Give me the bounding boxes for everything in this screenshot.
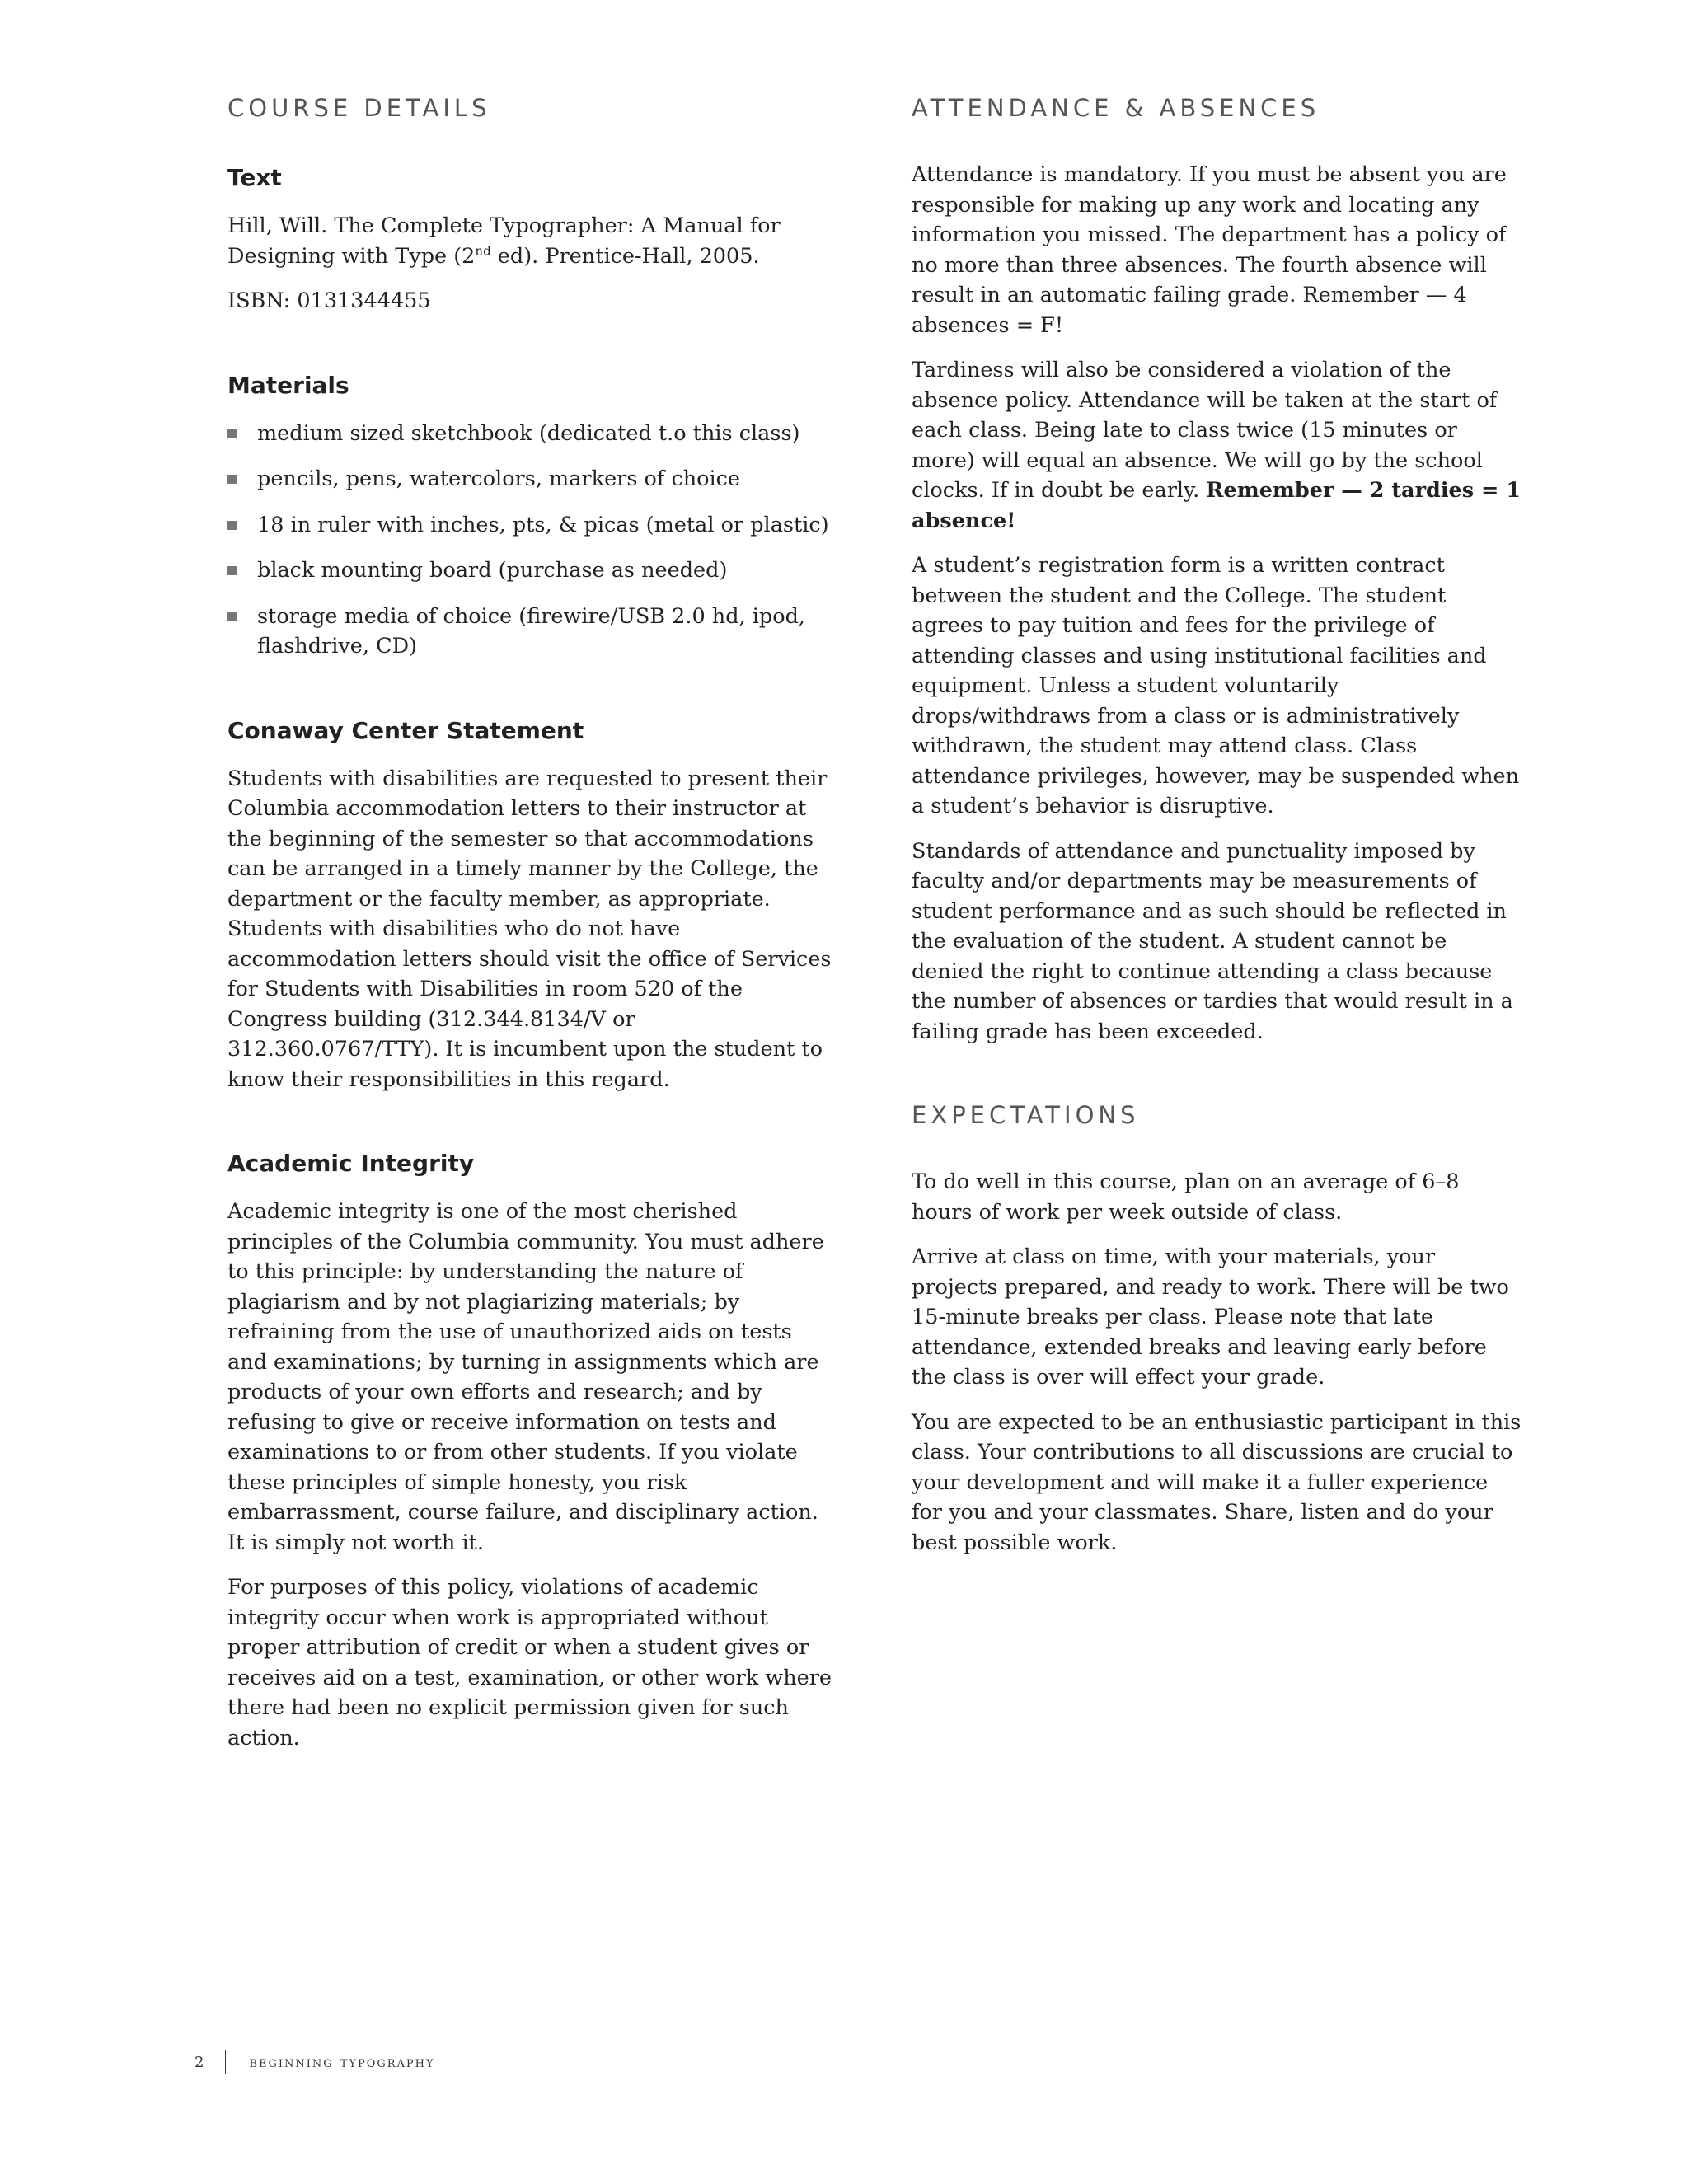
conaway-body: Students with disabilities are requested to present their Columbia accommodation letters to their instructor at the beginning of the semester so that accommodations can be arranged in a timely manner by the College, the department or the faculty member, as appropriate. Students with disabilities who do not have accommodation letters should visit the office of Services for Students with Disabilities in room 520 of the Congress building (312.344.8134/V or 312.360.0767/TTY). It is incumbent upon the student to know their responsibilities in this regard. <box>227 766 832 1092</box>
left-column <box>227 89 837 1804</box>
list-item <box>227 510 837 541</box>
list-item-text: storage media of choice (firewire/USB 2.0 hd, ipod, flashdrive, CD) <box>257 603 806 658</box>
conaway-section <box>227 713 837 1095</box>
square-bullet-icon <box>227 475 237 484</box>
square-bullet-icon <box>227 429 237 438</box>
expectations-section <box>912 1096 1522 1558</box>
book-citation-part2: ed). Prentice-Hall, 2005. <box>490 243 760 269</box>
running-title: beginning typography <box>249 2053 435 2071</box>
isbn: ISBN: 0131344455 <box>227 288 431 313</box>
book-citation <box>227 211 837 271</box>
expectations-para-3: You are expected to be an enthusiastic participant in this class. Your contributions to all discussions are crucial to your development and will make it a fuller experience for you and your classmates. Share, listen and do your best possible work. <box>912 1409 1522 1555</box>
square-bullet-icon <box>227 612 237 621</box>
academic-integrity-section <box>227 1146 837 1753</box>
list-item <box>227 419 837 449</box>
list-item-text: medium sized sketchbook (dedicated t.o this class) <box>257 420 800 446</box>
attendance-para-4: Standards of attendance and punctuality imposed by faculty and/or departments may be measurements of student performance and as such should be reflected in the evaluation of the student. A student cannot be denied the right to continue attending a class because the number of absences or tardies that would result in a failing grade has been exceeded. <box>912 838 1513 1044</box>
text-section <box>227 160 837 316</box>
academic-integrity-para-1: Academic integrity is one of the most cherished principles of the Columbia community. You must adhere to this principle: by understanding the nature of plagiarism and by not plagiarizing materials; by refraining from the use of unauthorized aids on tests and examinations; by turning in assignments which are products of your own efforts and research; and by refusing to give or receive information on tests and examinations to or from other students. If you violate these principles of simple honesty, you risk embarrassment, course failure, and disciplinary action. It is simply not worth it. <box>227 1199 824 1555</box>
square-bullet-icon <box>227 566 237 575</box>
book-edition-superscript: nd <box>475 243 491 258</box>
attendance-heading: ATTENDANCE & ABSENCES <box>912 94 1320 122</box>
expectations-para-1: To do well in this course, plan on an average of 6–8 hours of work per week outside of class. <box>912 1169 1460 1225</box>
academic-integrity-para-2: For purposes of this policy, violations of academic integrity occur when work is appropriated without proper attribution of credit or when a student gives or receives aid on a test, examination, or other work where there had been no explicit permission given for such action. <box>227 1575 832 1750</box>
attendance-para-2 <box>912 355 1522 536</box>
book-citation-part1: Hill, Will. The Complete Typographer: A Manual for Designing with Type (2 <box>227 213 781 269</box>
academic-integrity-subheading: Academic Integrity <box>227 1150 475 1177</box>
attendance-para-2-text: Tardiness will also be considered a violation of the absence policy. Attendance will be taken at the start of each class. Being late to class twice (15 minutes or more) will equal an absence. We will go by the school clocks. If in doubt be early. <box>912 358 1498 503</box>
attendance-para-1: Attendance is mandatory. If you must be absent you are responsible for making up any work and locating any information you missed. The department has a policy of no more than three absences. The fourth absence will result in an automatic failing grade. Remember — 4 absences = F! <box>912 162 1507 338</box>
expectations-heading: EXPECTATIONS <box>912 1101 1140 1129</box>
list-item-text: pencils, pens, watercolors, markers of choice <box>257 466 741 491</box>
list-item <box>227 555 837 586</box>
text-subheading: Text <box>227 164 282 191</box>
tardies-rule: Remember — 2 tardies = 1 absence! <box>912 478 1521 533</box>
materials-subheading: Materials <box>227 371 349 399</box>
page-footer <box>195 2050 435 2074</box>
course-details-heading: COURSE DETAILS <box>227 94 491 122</box>
footer-divider <box>225 2050 226 2074</box>
right-column <box>912 89 1522 1609</box>
page-number: 2 <box>195 2053 204 2071</box>
list-item-text: 18 in ruler with inches, pts, & picas (metal or plastic) <box>257 512 829 537</box>
conaway-subheading: Conaway Center Statement <box>227 716 584 744</box>
list-item-text: black mounting board (purchase as needed) <box>257 558 728 583</box>
materials-list <box>227 419 837 662</box>
list-item <box>227 602 837 662</box>
attendance-section <box>912 89 1522 1047</box>
list-item <box>227 464 837 494</box>
square-bullet-icon <box>227 521 237 530</box>
attendance-para-3: A student’s registration form is a written contract between the student and the College. The student agrees to pay tuition and fees for the privilege of attending classes and using institutional facilities and equipment. Unless a student voluntarily drops/withdraws from a class or is administratively withdrawn, the student may attend class. Class attendance privileges, however, may be suspended when a student’s behavior is disruptive. <box>912 553 1520 818</box>
materials-section <box>227 368 837 662</box>
expectations-para-2: Arrive at class on time, with your materials, your projects prepared, and ready to work. There will be two 15-minute breaks per class. Please note that late attendance, extended breaks and leaving early before the class is over will effect your grade. <box>912 1244 1509 1390</box>
